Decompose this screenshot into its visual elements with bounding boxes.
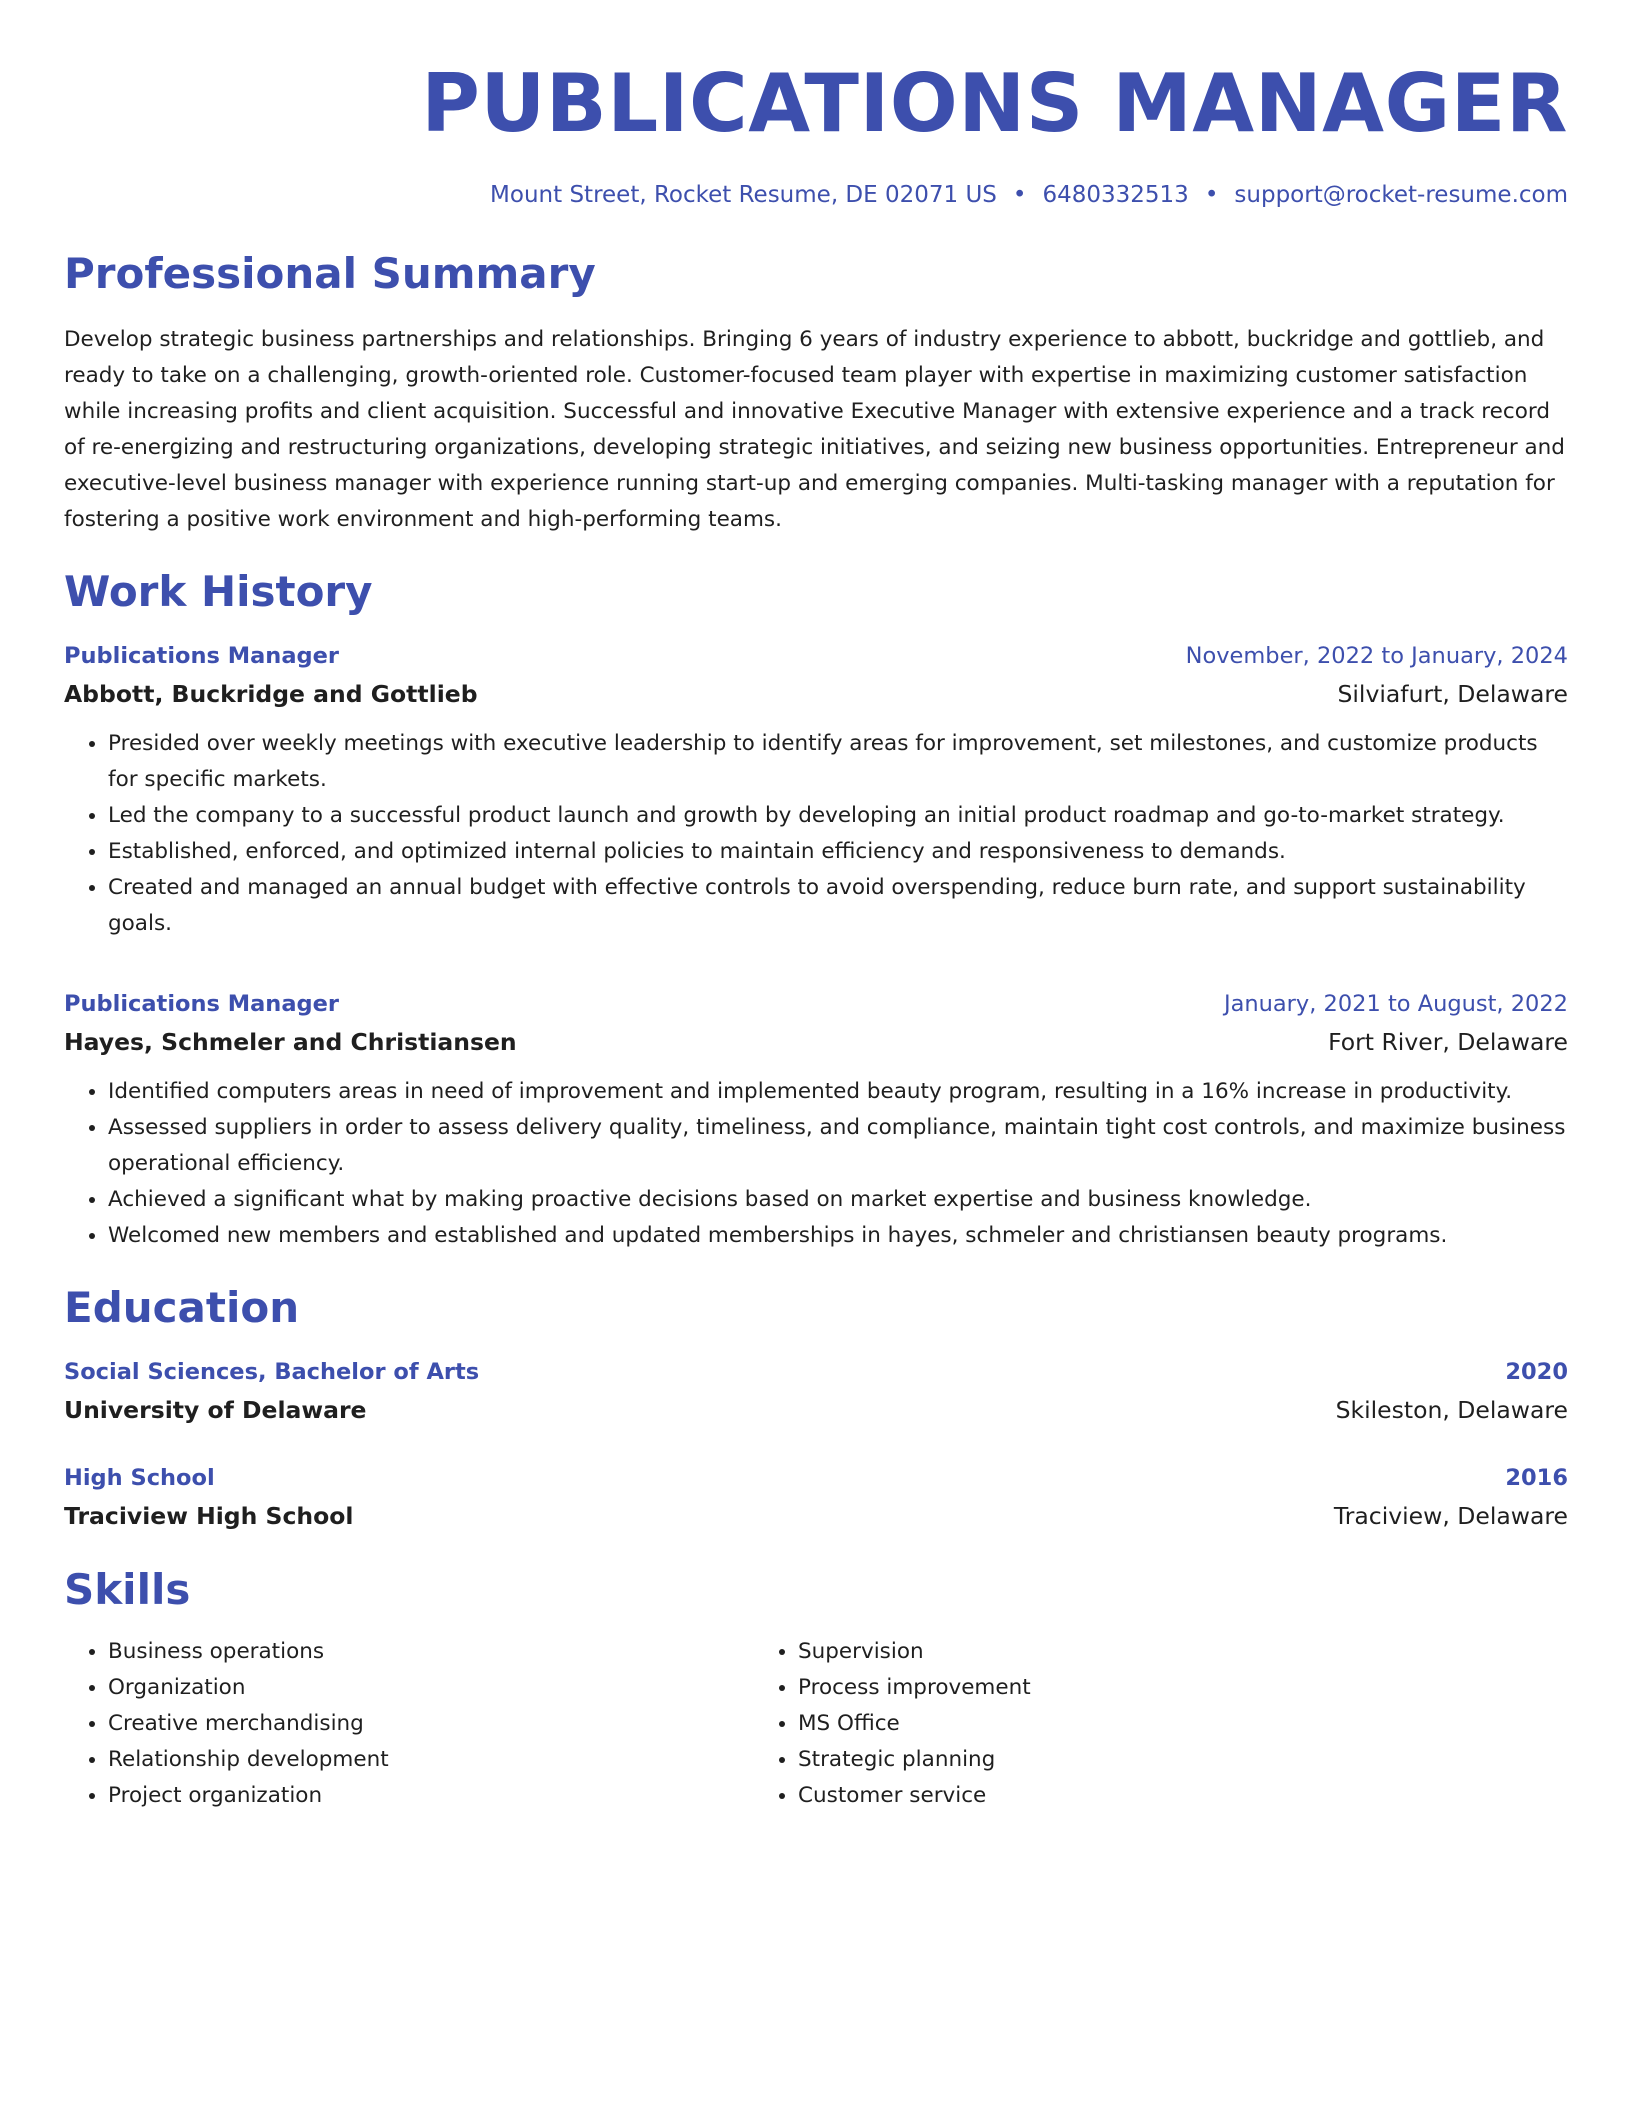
section-title-work-history: Work History xyxy=(64,567,373,616)
job-role: Publications Manager xyxy=(64,643,339,669)
contact-address: Mount Street, Rocket Resume, DE 02071 US xyxy=(490,182,997,208)
job-header-row xyxy=(64,638,1568,674)
skill-item: • Process improvement xyxy=(798,1670,1454,1706)
job-bullet: • Identified computers areas in need of improvement and implemented beauty program, resulting in a 16% increase in productivity. xyxy=(108,1074,1568,1110)
job-location: Silviafurt, Delaware xyxy=(1337,680,1568,708)
section-title-education: Education xyxy=(64,1283,300,1332)
job-company-row xyxy=(64,1022,1568,1062)
job-bullet: • Created and managed an annual budget with effective controls to avoid overspending, reduce burn rate, and support sustainability goals. xyxy=(108,870,1568,942)
skill-item: • MS Office xyxy=(798,1706,1454,1742)
job-bullet: • Achieved a significant what by making proactive decisions based on market expertise and business knowledge. xyxy=(108,1182,1568,1218)
skill-item: • Strategic planning xyxy=(798,1742,1454,1778)
skill-item: • Supervision xyxy=(798,1634,1454,1670)
education-entry xyxy=(64,1460,1568,1536)
skills-list xyxy=(64,1634,1568,1814)
education-school-row xyxy=(64,1390,1568,1430)
section-title-summary: Professional Summary xyxy=(64,249,596,298)
contact-separator: • xyxy=(1204,182,1219,208)
summary-text: Develop strategic business partnerships and relationships. Bringing 6 years of industry experience to abbott, buckridge and gottlieb, and ready to take on a challenging, growth-oriented role. Customer-focused team player with expertise in maximizing customer satisfaction while increasing profits and client acquisition. Successful and innovative Executive Manager with extensive experience and a track record of re-energizing and restructuring organizations, developing strategic initiatives, and seizing new business opportunities. Entrepreneur and executive-level business manager with experience running start-up and emerging companies. Multi-tasking manager with a reputation for fostering a positive work environment and high-performing teams. xyxy=(64,327,1565,532)
job-company: Hayes, Schmeler and Christiansen xyxy=(64,1028,517,1056)
education-year: 2016 xyxy=(1505,1465,1568,1491)
job-bullets xyxy=(64,1074,1568,1254)
job-dates: November, 2022 to January, 2024 xyxy=(1185,643,1568,669)
contact-separator: • xyxy=(1012,182,1027,208)
job-bullet: • Established, enforced, and optimized internal policies to maintain efficiency and responsiveness to demands. xyxy=(108,834,1568,870)
contact-line xyxy=(64,182,1568,208)
job-location: Fort River, Delaware xyxy=(1328,1028,1568,1056)
job-entry xyxy=(64,638,1568,942)
job-entry xyxy=(64,986,1568,1254)
education-school: University of Delaware xyxy=(64,1396,367,1424)
job-bullet: • Presided over weekly meetings with executive leadership to identify areas for improvement, set milestones, and customize products for specific markets. xyxy=(108,726,1568,798)
skill-item: • Business operations xyxy=(108,1634,754,1670)
education-header-row xyxy=(64,1460,1568,1496)
education-year: 2020 xyxy=(1505,1359,1568,1385)
education-entry xyxy=(64,1354,1568,1430)
education-location: Traciview, Delaware xyxy=(1333,1502,1568,1530)
job-bullet: • Welcomed new members and established and updated memberships in hayes, schmeler and christiansen beauty programs. xyxy=(108,1218,1568,1254)
job-bullet: • Assessed suppliers in order to assess delivery quality, timeliness, and compliance, maintain tight cost controls, and maximize business operational efficiency. xyxy=(108,1110,1568,1182)
section-title-skills: Skills xyxy=(64,1565,191,1614)
skills-column-2 xyxy=(754,1634,1454,1814)
job-header-row xyxy=(64,986,1568,1022)
education-header-row xyxy=(64,1354,1568,1390)
education-degree: Social Sciences, Bachelor of Arts xyxy=(64,1359,480,1385)
contact-email: support@rocket-resume.com xyxy=(1234,182,1568,208)
education-location: Skileston, Delaware xyxy=(1335,1396,1568,1424)
skills-column-1 xyxy=(64,1634,754,1814)
job-bullet: • Led the company to a successful product launch and growth by developing an initial product roadmap and go-to-market strategy. xyxy=(108,798,1568,834)
education-degree: High School xyxy=(64,1465,215,1491)
education-school: Traciview High School xyxy=(64,1502,354,1530)
resume-name: PUBLICATIONS MANAGER xyxy=(421,57,1568,150)
skill-item: • Customer service xyxy=(798,1778,1454,1814)
skill-item: • Organization xyxy=(108,1670,754,1706)
job-bullets xyxy=(64,726,1568,942)
skill-item: • Project organization xyxy=(108,1778,754,1814)
job-company-row xyxy=(64,674,1568,714)
job-dates: January, 2021 to August, 2022 xyxy=(1223,991,1568,1017)
contact-phone: 6480332513 xyxy=(1042,182,1189,208)
education-school-row xyxy=(64,1496,1568,1536)
skill-item: • Creative merchandising xyxy=(108,1706,754,1742)
job-role: Publications Manager xyxy=(64,991,339,1017)
skill-item: • Relationship development xyxy=(108,1742,754,1778)
job-company: Abbott, Buckridge and Gottlieb xyxy=(64,680,478,708)
